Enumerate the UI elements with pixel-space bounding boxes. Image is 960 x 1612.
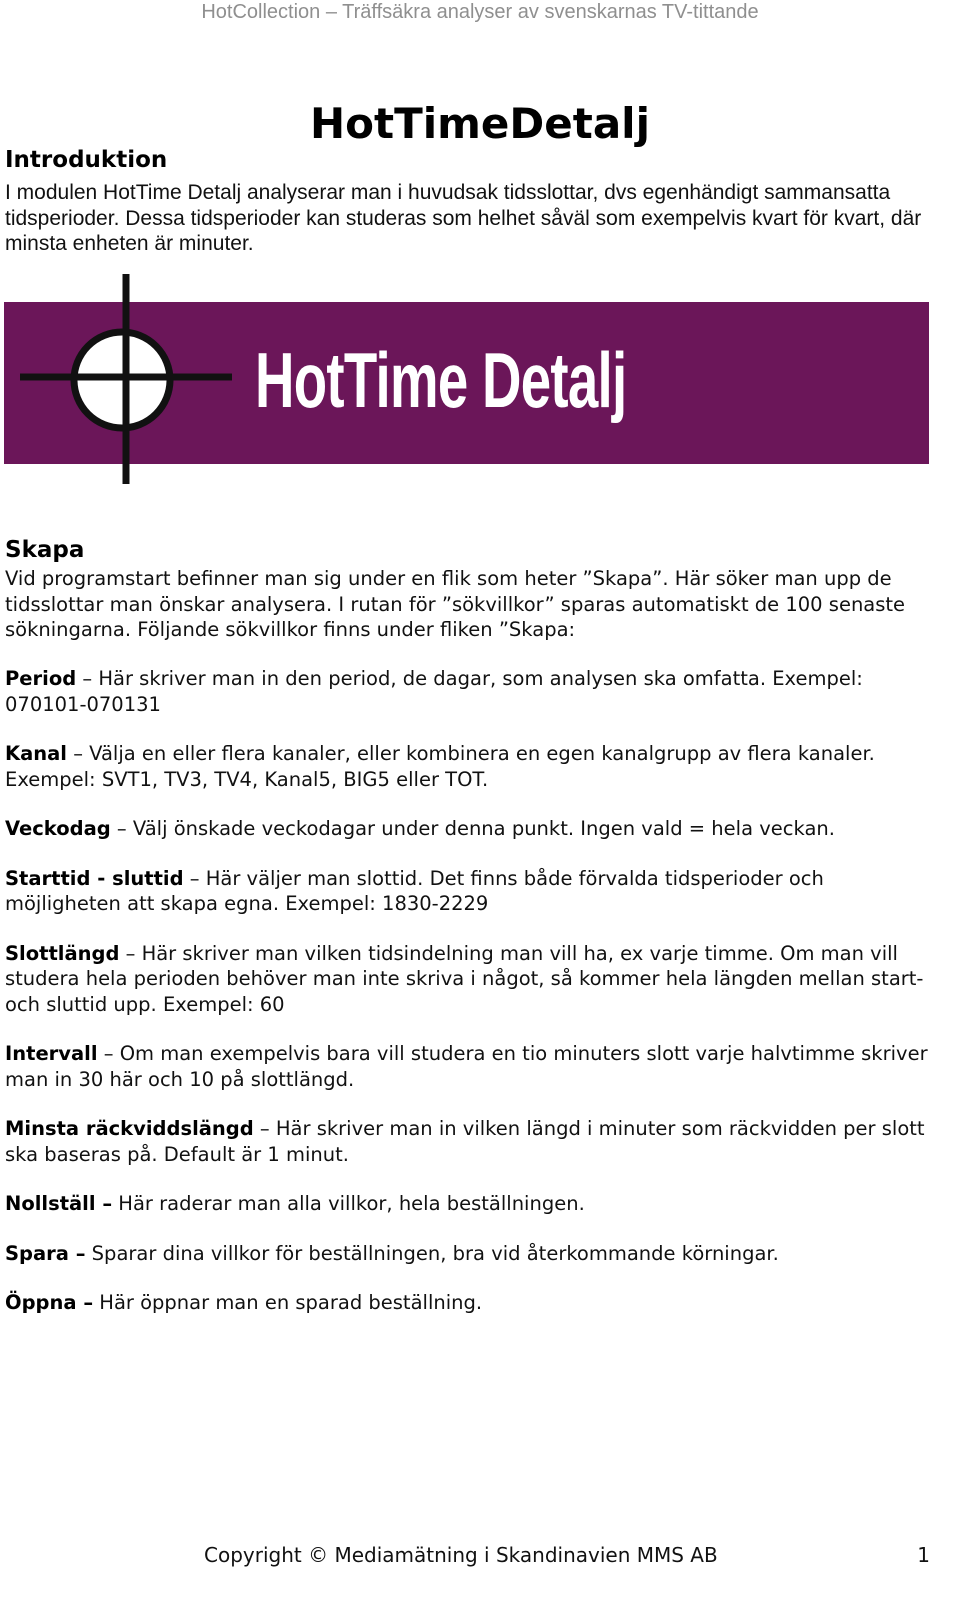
criteria-slottlangd [5, 941, 940, 1018]
page-number: 1 [917, 1543, 930, 1567]
skapa-heading: Skapa [5, 537, 85, 563]
criteria-description: Här raderar man alla villkor, hela beställningen. [112, 1192, 585, 1215]
criteria-description: – Här skriver man in vilken längd i minuter som räckvidden per slott ska baseras på. Default är 1 minut. [5, 1117, 925, 1166]
criteria-term: Period [5, 667, 77, 690]
criteria-term: Nollställ – [5, 1192, 113, 1215]
criteria-description: Sparar dina villkor för beställningen, bra vid återkommande körningar. [85, 1241, 779, 1265]
page-footer [0, 1540, 960, 1570]
criteria-starttid-sluttid [5, 866, 940, 917]
criteria-term: Intervall [5, 1042, 98, 1065]
skapa-intro: Vid programstart befinner man sig under en flik som heter ”Skapa”. Här söker man upp de tidsslottar man önskar analysera. I rutan för ”sökvillkor” sparas automatiskt de 100 senaste sökningarna. Följande sökvillkor finns under fliken ”Skapa: [5, 567, 906, 641]
search-criteria-list [5, 666, 940, 1340]
criteria-period [5, 666, 940, 717]
criteria-term: Veckodag [5, 817, 111, 840]
criteria-description: – Välj önskade veckodagar under denna punkt. Ingen vald = hela veckan. [110, 817, 835, 840]
criteria-term: Kanal [5, 742, 67, 765]
criteria-intervall [5, 1041, 940, 1092]
criteria-oppna [5, 1290, 940, 1316]
criteria-nollstall [5, 1191, 940, 1217]
introduction-heading: Introduktion [5, 147, 168, 173]
banner-logo-text: HotTime Detalj [255, 336, 627, 424]
criteria-term: Minsta räckviddslängd [5, 1117, 254, 1140]
criteria-description: – Här väljer man slottid. Det finns både förvalda tidsperioder och möjligheten att skapa egna. Exempel: 1830-2229 [5, 866, 824, 915]
running-header: HotCollection – Träffsäkra analyser av svenskarnas TV-tittande [201, 1, 759, 23]
criteria-description: – Här skriver man vilken tidsindelning man vill ha, ex varje timme. Om man vill studera hela perioden behöver man inte skriva i något, så kommer hela längden mellan start- och sluttid upp. Exempel: 60 [5, 941, 924, 1016]
introduction-body: I modulen HotTime Detalj analyserar man i huvudsak tidsslottar, dvs egenhändigt sammansatta tidsperioder. Dessa tidsperioder kan studeras som helhet såväl som exempelvis kvart för kvart, där minsta enheten är minuter. [5, 181, 922, 255]
crosshair-icon [0, 274, 240, 484]
criteria-description: – Här skriver man in den period, de dagar, som analysen ska omfatta. Exempel: 070101-070131 [5, 667, 863, 716]
criteria-description: Här öppnar man en sparad beställning. [93, 1291, 483, 1314]
criteria-description: – Välja en eller flera kanaler, eller kombinera en egen kanalgrupp av flera kanaler. Exempel: SVT1, TV3, TV4, Kanal5, BIG5 eller TOT. [5, 742, 875, 791]
criteria-kanal [5, 741, 940, 792]
criteria-term: Starttid - sluttid [5, 866, 184, 890]
criteria-term: Spara – [5, 1241, 86, 1265]
criteria-term: Öppna – [5, 1291, 94, 1314]
criteria-description: – Om man exempelvis bara vill studera en tio minuters slott varje halvtimme skriver man in 30 här och 10 på slottlängd. [5, 1042, 928, 1091]
criteria-spara [5, 1241, 940, 1267]
criteria-veckodag [5, 816, 940, 842]
criteria-minsta-rackviddslangd [5, 1116, 940, 1167]
copyright-text: Copyright © Mediamätning i Skandinavien MMS AB [204, 1543, 718, 1567]
page-title: HotTimeDetalj [310, 99, 650, 149]
criteria-term: Slottlängd [5, 941, 120, 965]
